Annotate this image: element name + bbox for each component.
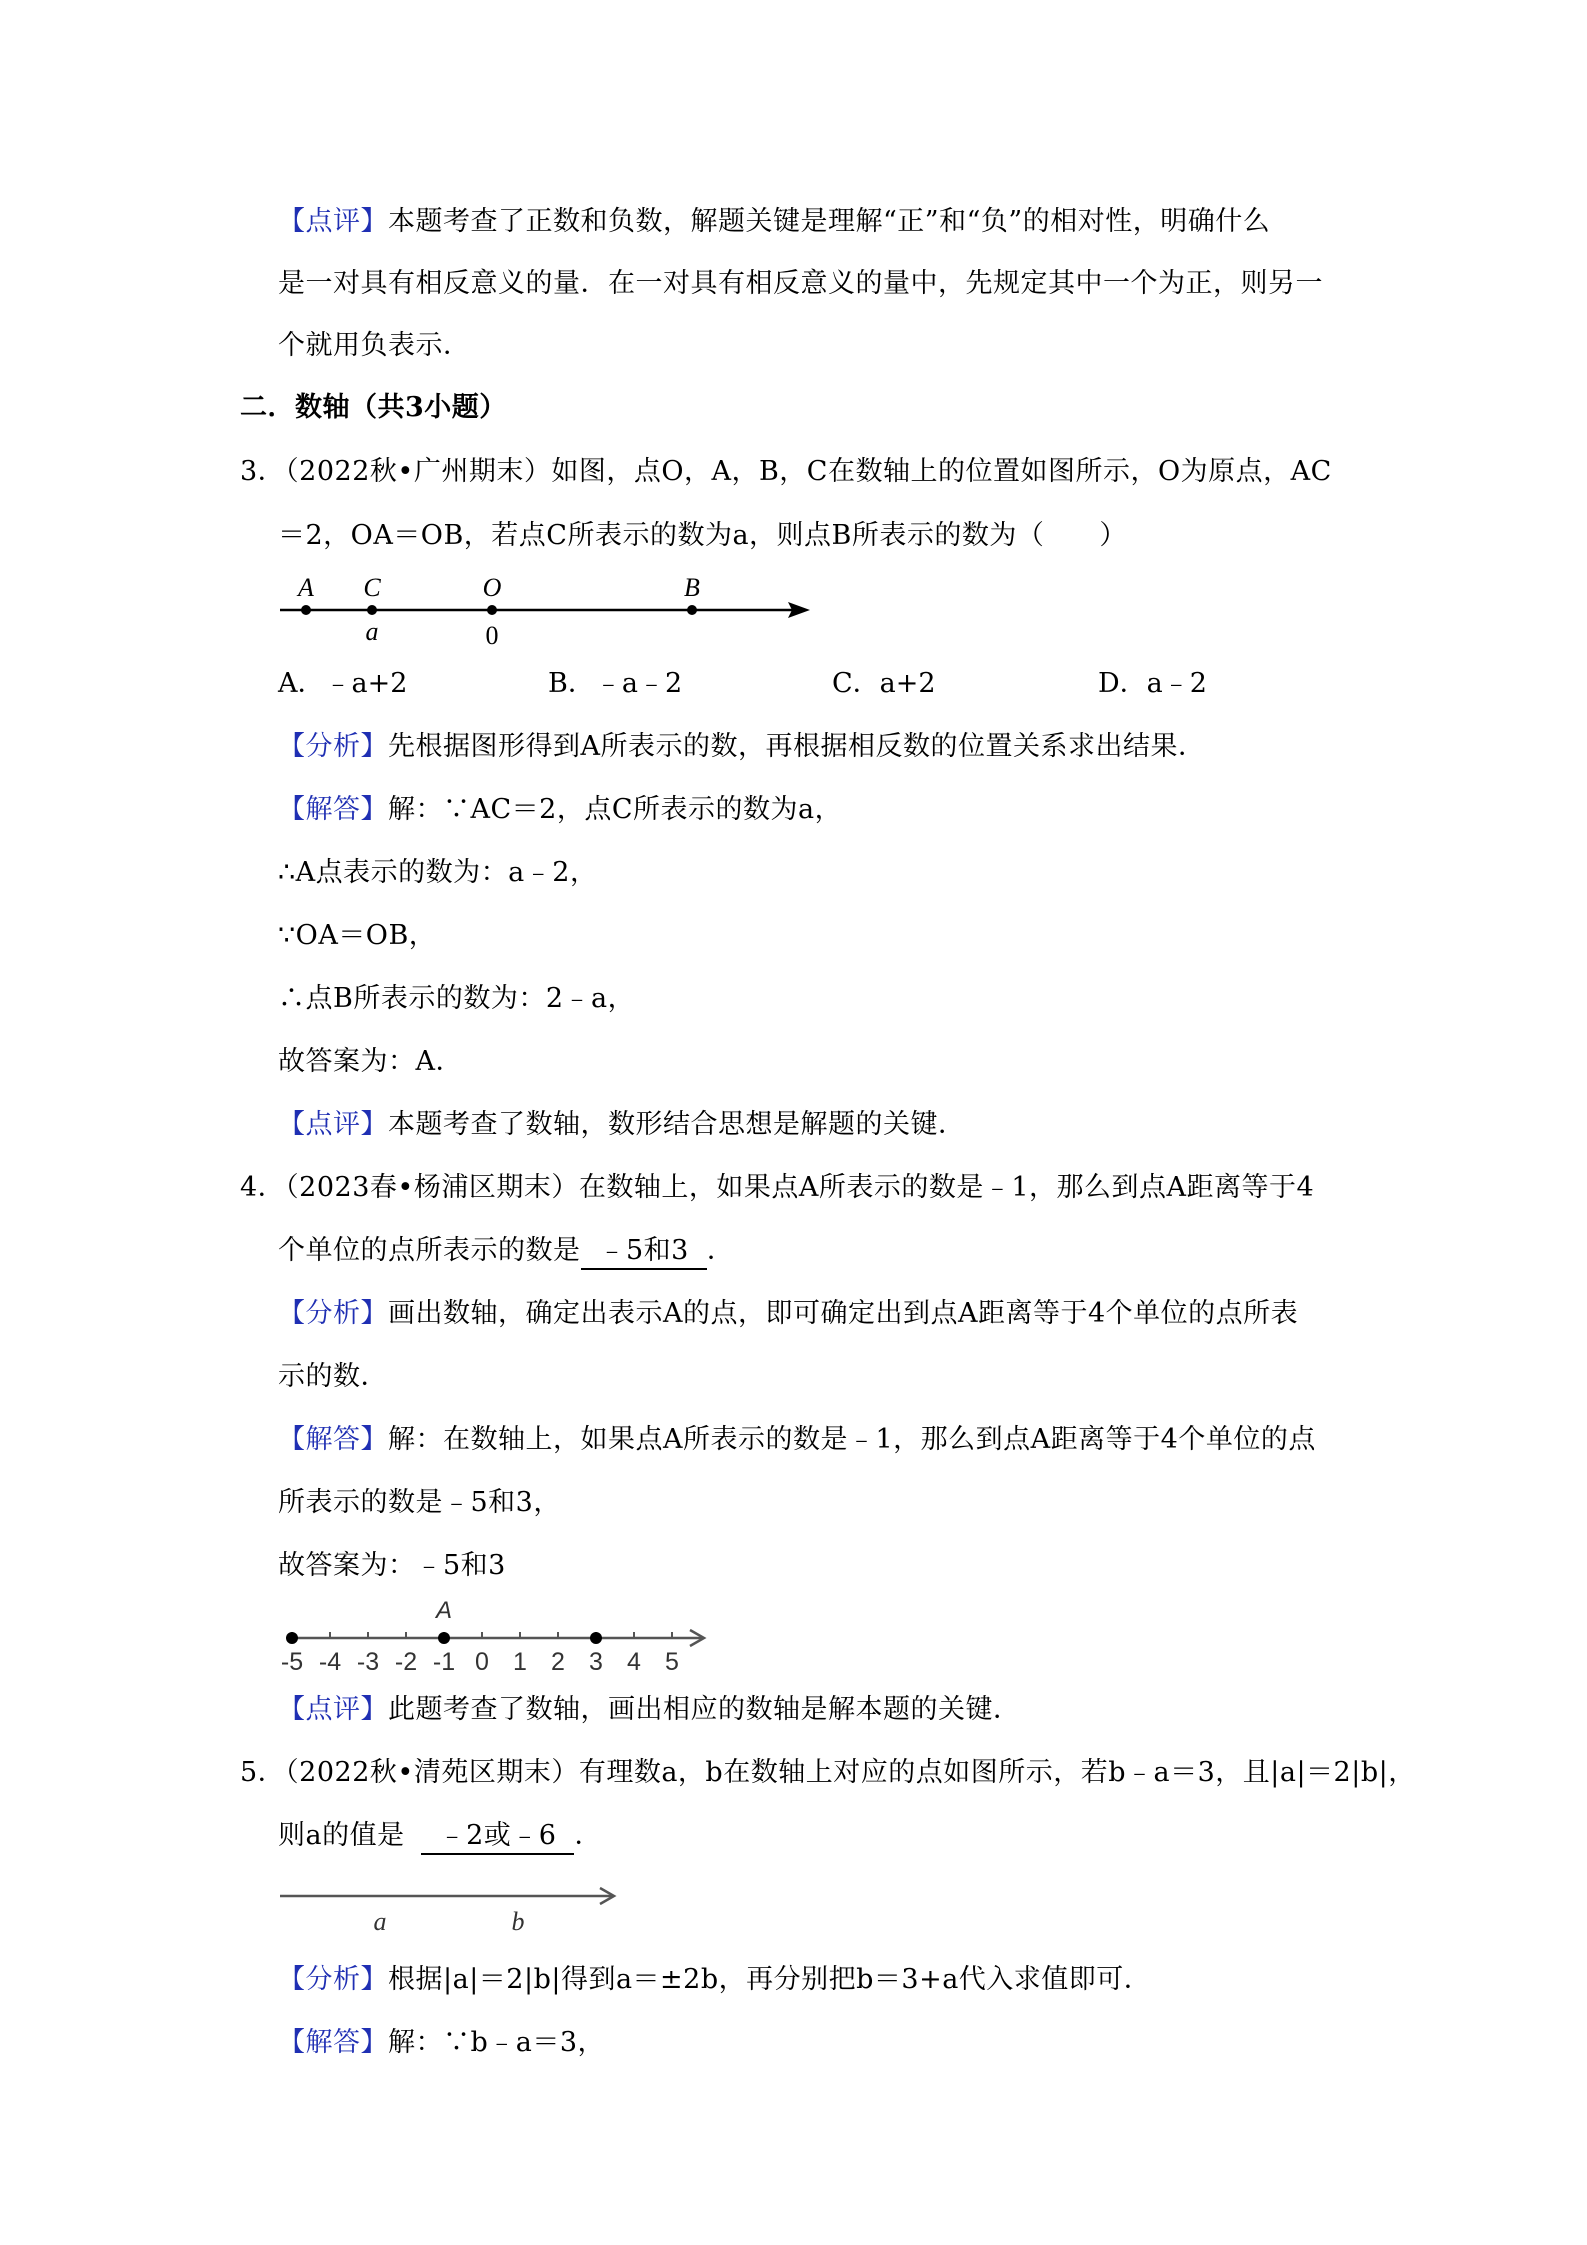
q4-point-3 — [590, 1632, 602, 1644]
q3-comment-text: 本题考查了数轴，数形结合思想是解题的关键． — [388, 1109, 966, 1140]
q4-tick-label: 2 — [551, 1648, 565, 1676]
q5-number-line-figure — [272, 1870, 632, 1940]
q4-stem-line-2 — [278, 1231, 734, 1271]
comment-tag: 【点评】 — [278, 206, 388, 237]
q3-stem-line-2: ＝2，OA＝OB，若点C所表示的数为a，则点B所表示的数为（ ） — [278, 520, 1127, 551]
q4-stem-line-1: 4．（2023春•杨浦区期末）在数轴上，如果点A所表示的数是﹣1，那么到点A距离等于4 — [240, 1172, 1315, 1203]
q3-label-o: O — [482, 573, 502, 602]
q4-tick-label: 3 — [589, 1648, 603, 1676]
q5-label-b: b — [511, 1907, 525, 1936]
q5-stem-end: ． — [574, 1820, 602, 1851]
q4-analysis-text: 画出数轴，确定出表示A的点，即可确定出到点A距离等于4个单位的点所表 — [388, 1298, 1299, 1329]
q3-answer-line-3: ∵OA＝OB， — [278, 920, 437, 951]
q4-stem-end: ． — [706, 1235, 735, 1266]
q3-point-a — [301, 605, 311, 615]
q4-stem-text: 个单位的点所表示的数是 — [278, 1235, 581, 1266]
q4-comment — [278, 1690, 1021, 1730]
q3-label-a: A — [298, 573, 314, 602]
q5-label-a: a — [373, 1907, 387, 1936]
q3-stem-line-1: 3．（2022秋•广州期末）如图，点O，A，B，C在数轴上的位置如图所示，O为原点，AC — [240, 456, 1332, 487]
q3-point-c — [367, 605, 377, 615]
comment-line-3: 个就用负表示． — [278, 330, 471, 361]
q3-label-zero: 0 — [485, 621, 499, 648]
q5-stem-line-1: 5．（2022秋•清苑区期末）有理数a，b在数轴上对应的点如图所示，若b﹣a＝3，且|a|＝2|b|， — [240, 1757, 1416, 1788]
q4-answer-tag: 【解答】 — [278, 1424, 388, 1455]
q4-tick-label: 5 — [665, 1648, 679, 1676]
section-title: 二．数轴（共3小题） — [240, 392, 507, 423]
q3-analysis-text: 先根据图形得到A所表示的数，再根据相反数的位置关系求出结果． — [388, 731, 1206, 762]
q4-answer-line-2: 所表示的数是﹣5和3， — [278, 1487, 561, 1518]
q4-tick-label: 1 — [513, 1648, 527, 1676]
q3-analysis — [278, 727, 1206, 767]
q4-answer-line-3: 故答案为：﹣5和3 — [278, 1550, 506, 1581]
q4-tick-label: -5 — [280, 1648, 304, 1676]
comment-text: 本题考查了正数和负数，解题关键是理解“正”和“负”的相对性，明确什么 — [388, 206, 1271, 237]
q5-stem-text: 则a的值是 — [278, 1820, 405, 1851]
q3-point-o — [487, 605, 497, 615]
q4-comment-text: 此题考查了数轴，画出相应的数轴是解本题的关键． — [388, 1694, 1021, 1725]
q5-analysis — [278, 1960, 1151, 2000]
q3-answer-tag: 【解答】 — [278, 794, 388, 825]
q3-option-b: B．﹣a﹣2 — [548, 668, 683, 699]
q4-tick-label: -4 — [318, 1648, 342, 1676]
q4-answer-line-1 — [278, 1420, 1316, 1460]
q4-tick-label: -1 — [432, 1648, 456, 1676]
q3-answer-line-1 — [278, 790, 842, 830]
q4-point-a — [438, 1632, 450, 1644]
q3-answer-line-2: ∴A点表示的数为：a﹣2， — [278, 857, 598, 888]
q4-analysis-tag: 【分析】 — [278, 1298, 388, 1329]
q4-tick-label-group — [281, 1648, 679, 1676]
q5-analysis-tag: 【分析】 — [278, 1964, 388, 1995]
q3-label-c: C — [363, 573, 381, 602]
q3-option-c: C．a+2 — [832, 668, 936, 699]
q3-answer-line-4: ∴点B所表示的数为：2﹣a， — [278, 983, 636, 1014]
q3-number-line-figure — [270, 568, 830, 648]
comment-line-2: 是一对具有相反意义的量．在一对具有相反意义的量中，先规定其中一个为正，则另一 — [278, 268, 1323, 299]
q5-answer-blank: ﹣2或﹣6 — [421, 1819, 575, 1855]
q5-answer-text: 解：∵b﹣a＝3， — [388, 2027, 606, 2058]
q5-answer — [278, 2023, 605, 2063]
q4-point-minus5 — [286, 1632, 298, 1644]
q5-answer-tag: 【解答】 — [278, 2027, 388, 2058]
q4-number-line-figure — [272, 1590, 722, 1680]
q3-label-b: B — [684, 573, 700, 602]
q4-answer-blank: ﹣5和3 — [581, 1234, 707, 1270]
q3-option-a: A．﹣a+2 — [278, 668, 408, 699]
q5-analysis-text: 根据|a|＝2|b|得到a＝±2b，再分别把b＝3+a代入求值即可． — [388, 1964, 1152, 1995]
q4-answer-text: 解：在数轴上，如果点A所表示的数是﹣1，那么到点A距离等于4个单位的点 — [388, 1424, 1316, 1455]
q3-answer-line-5: 故答案为：A． — [278, 1046, 463, 1077]
q3-answer-text: 解：∵AC＝2，点C所表示的数为a， — [388, 794, 843, 825]
q3-analysis-tag: 【分析】 — [278, 731, 388, 762]
q4-tick-label: -2 — [394, 1648, 418, 1676]
q3-option-d: D．a﹣2 — [1098, 668, 1207, 699]
q3-point-b — [687, 605, 697, 615]
q4-tick-label: 0 — [475, 1648, 489, 1676]
q3-comment — [278, 1105, 966, 1145]
q3-comment-tag: 【点评】 — [278, 1109, 388, 1140]
q4-analysis-line-1 — [278, 1294, 1298, 1334]
q4-analysis-line-2: 示的数． — [278, 1361, 388, 1392]
comment-line-1 — [278, 202, 1270, 242]
q4-tick-label: 4 — [627, 1648, 641, 1676]
q5-stem-line-2 — [278, 1816, 602, 1856]
q4-comment-tag: 【点评】 — [278, 1694, 388, 1725]
q4-tick-label: -3 — [356, 1648, 380, 1676]
q4-label-a: A — [435, 1597, 453, 1624]
q3-label-a-value: a — [365, 617, 379, 646]
